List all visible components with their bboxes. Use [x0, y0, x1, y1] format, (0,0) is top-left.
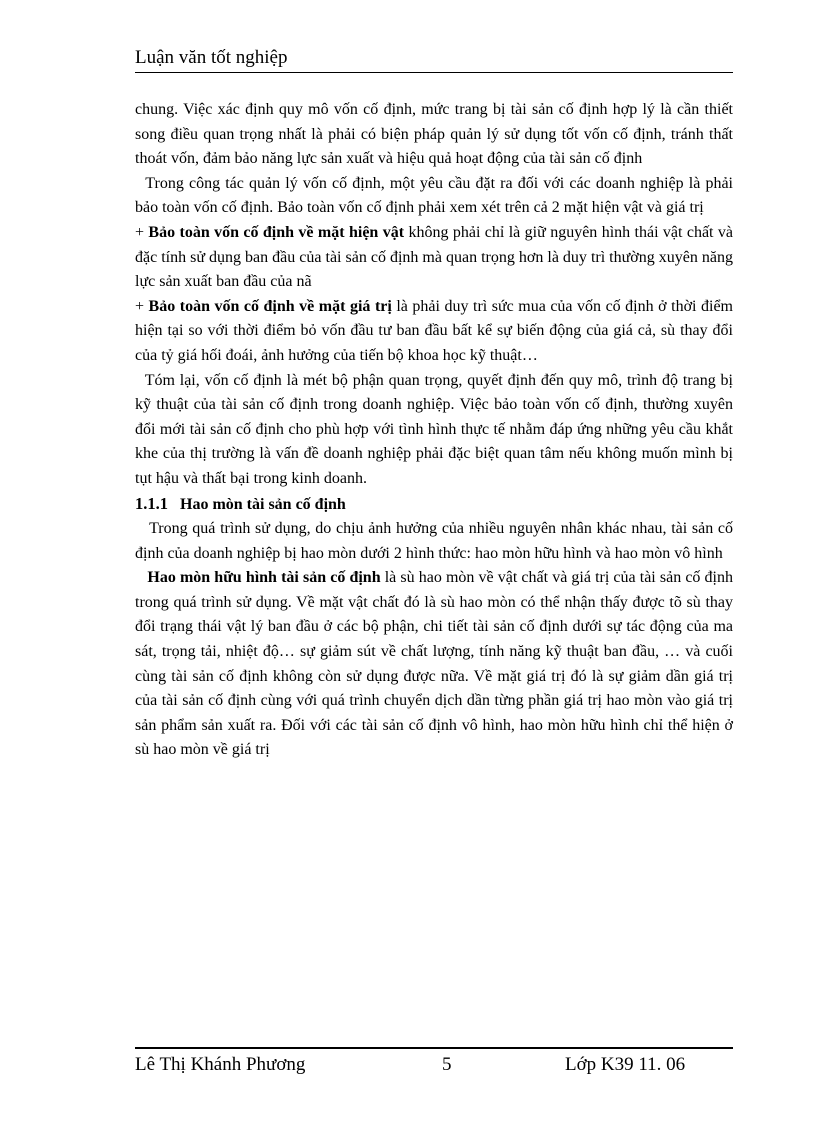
paragraph-text: là sù hao mòn về vật chất và giá trị của tài sản cố định trong quá trình sử dụng. Về mặt vật chất đó là sù hao mòn có thể nhận thấy được tõ sù thay đổi trạng thái vật lý ban đầu ở các bộ phận, chi tiết tài sản cố định dưới sự tác động của ma sát, trọng tải, nhiệt độ… sự giảm sút về chất lượng, tính năng kỹ thuật ban đầu, … và cuối cùng tài sản cố định không còn sử dụng được nữa. Về mặt giá trị đó là sự giảm dần giá trị của tài sản cố định cùng với quá trình chuyển dịch dần từng phần giá trị hao mòn vào giá trị sản phẩm sản xuất ra. Đối với các tài sản cố định vô hình, hao mòn hữu hình chỉ thể hiện ở sù hao mòn về giá trị: [135, 569, 733, 759]
footer-divider: [135, 1047, 733, 1049]
paragraph-preservation-intro: [135, 172, 733, 221]
footer-author: Lê Thị Khánh Phương: [135, 1054, 306, 1075]
section-heading: [135, 492, 733, 518]
paragraph-text: Trong công tác quản lý vốn cố định, một yêu cầu đặt ra đối với các doanh nghiệp là phải bảo toàn vốn cố định. Bảo toàn vốn cố định phải xem xét trên cả 2 mặt hiện vật và giá trị: [135, 174, 734, 217]
bold-term: Bảo toàn vốn cố định về mặt hiện vật: [148, 223, 405, 241]
paragraph-depreciation-intro: [135, 517, 733, 566]
paragraph-tangible-depreciation: [135, 566, 733, 763]
page-number: 5: [442, 1054, 452, 1075]
page-body: [135, 98, 733, 763]
paragraph-value-preservation: [135, 295, 733, 369]
section-title: Hao mòn tài sản cố định: [180, 495, 346, 513]
bold-term: Bảo toàn vốn cố định về mặt giá trị: [148, 297, 392, 315]
list-marker: +: [135, 297, 149, 315]
section-number: 1.1.1: [135, 493, 168, 513]
paragraph-text: là phải duy trì sức mua của vốn cố định ở thời điểm hiện tại so với thời điểm bỏ vốn đầu tư ban đầu bất kể sự biến động của giá cả, sù thay đổi của tỷ giá hối đoái, ảnh hưởng của tiến bộ khoa học kỹ thuật…: [135, 297, 733, 364]
bold-term: Hao mòn hữu hình tài sản cố định: [147, 569, 381, 587]
paragraph-text: Tóm lại, vốn cố định là mét bộ phận quan trọng, quyết định đến quy mô, trình độ trang bị kỹ thuật của tài sản cố định trong doanh nghiệp. Việc bảo toàn vốn cố định, thường xuyên đổi mới tài sản cố định cho phù hợp với tình hình thực tế nhằm đáp ứng những yêu cầu khắt khe của thị trường là vấn đề doanh nghiệp phải đặc biệt quan tâm nếu không muốn mình bị tụt hậu và thất bại trong kinh doanh.: [135, 371, 733, 487]
paragraph-continuation: chung. Việc xác định quy mô vốn cố định, mức trang bị tài sản cố định hợp lý là cần thiết song điều quan trọng nhất là phải có biện pháp quản lý sử dụng tốt vốn cố định, tránh thất thoát vốn, đảm bảo năng lực sản xuất và hiệu quả hoạt động của tài sản cố định: [135, 101, 733, 168]
paragraph-text: không phải chỉ là giữ nguyên hình thái vật chất và đặc tính sử dụng ban đầu của tài sản cố định mà quan trọng hơn là duy trì thường xuyên năng lực sản xuất ban đầu của nã: [135, 223, 734, 291]
header-divider: [135, 72, 733, 73]
paragraph-physical-preservation: [135, 221, 733, 295]
running-header-title: Luận văn tốt nghiệp: [135, 47, 288, 68]
paragraph-summary: [135, 369, 733, 492]
paragraph-text: Trong quá trình sử dụng, do chịu ảnh hưởng của nhiều nguyên nhân khác nhau, tài sản cố định của doanh nghiệp bị hao mòn dưới 2 hình thức: hao mòn hữu hình và hao mòn vô hình: [135, 520, 734, 562]
list-marker: +: [135, 223, 149, 241]
footer-class: Lớp K39 11. 06: [565, 1054, 686, 1075]
